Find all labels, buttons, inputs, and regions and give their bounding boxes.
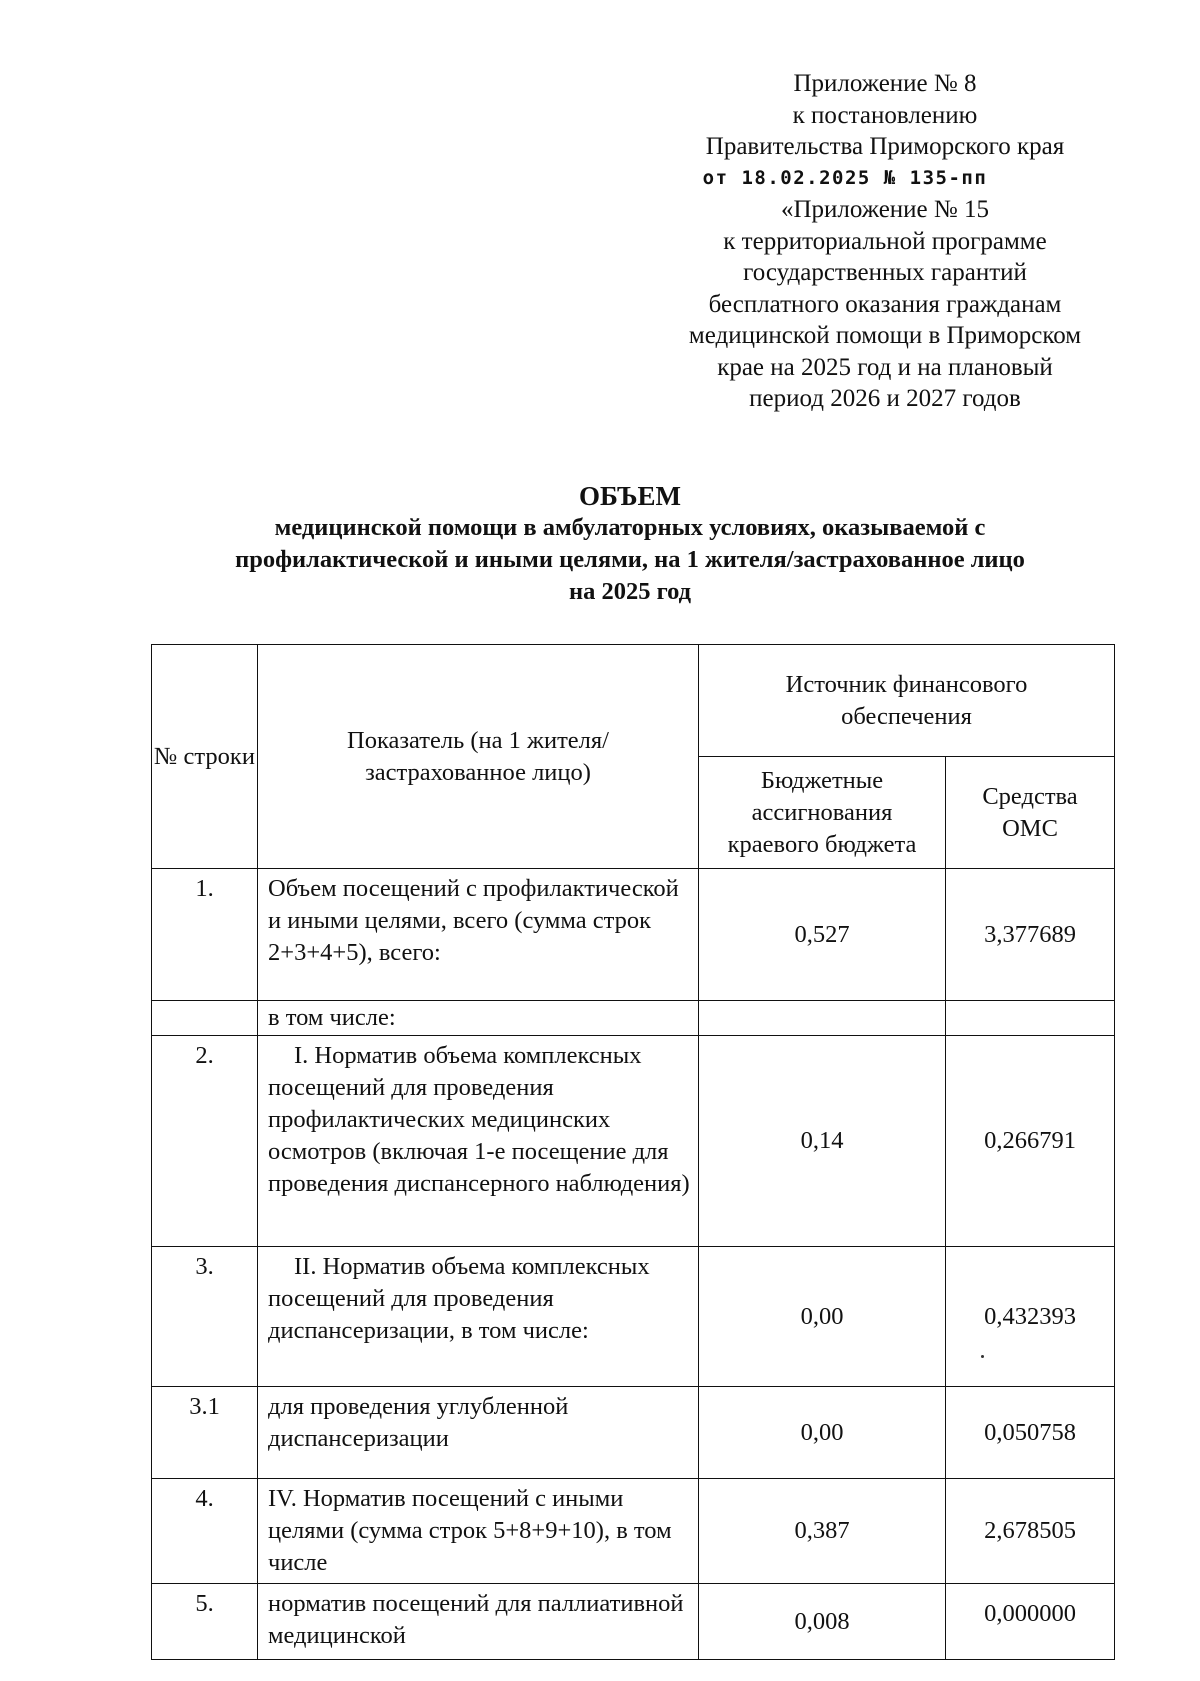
row-budget-value: 0,00 [699,1387,946,1479]
decree-stamp: от 18.02.2025 № 135-пп [702,166,988,189]
row-indicator: для проведения углубленной диспансеризации [258,1387,699,1479]
annex-line: к территориальной программе [723,227,1047,255]
row-number: 2. [152,1036,258,1247]
row-budget-value: 0,527 [699,869,946,1001]
row-number: 1. [152,869,258,1001]
header-row-number-text: № строки [154,742,255,770]
annex-line: Правительства Приморского края [705,133,1065,160]
row-oms-value: 0,266791 [946,1036,1115,1247]
row-number: 4. [152,1479,258,1584]
header-budget [699,757,946,869]
row-indicator: норматив посещений для паллиативной медицинской [258,1584,699,1660]
header-indicator-text: Показатель (на 1 жителя/застрахованное лицо) [347,726,609,786]
annex-line: крае на 2025 год и на плановый [717,353,1053,381]
row-oms-value: 3,377689 [946,869,1115,1001]
row-indicator: I. Норматив объема комплексных посещений для проведения профилактических медицинских осмотров (включая 1-е посещение для проведения диспансерного наблюдения) [258,1036,699,1247]
table-row [152,1479,1115,1584]
header-budget-text: Бюджетные ассигнования краевого бюджета [727,766,917,858]
annex-line: к постановлению [792,101,978,129]
header-indicator [258,645,699,869]
annex-line: период 2026 и 2027 годов [749,385,1021,412]
volume-table [151,644,1115,1660]
row-indicator: II. Норматив объема комплексных посещений для проведения диспансеризации, в том числе: [258,1247,699,1387]
table-row [152,1387,1115,1479]
header-funding-source-text: Источник финансового обеспечения [785,670,1028,730]
row-oms-value: 0,000000 [946,1584,1115,1660]
table-row [152,869,1115,1001]
row-indicator: IV. Норматив посещений с иными целями (сумма строк 5+8+9+10), в том числе [258,1479,699,1584]
header-row-number [152,645,258,869]
header-oms-text: Средства ОМС [982,782,1078,842]
row-number: 3. [152,1247,258,1387]
table-row [152,1001,1115,1036]
table-row [152,1247,1115,1387]
row-indicator: в том числе: [258,1001,699,1036]
annex-line: «Приложение № 15 [780,196,990,223]
row-budget-value: 0,14 [699,1036,946,1247]
title-main: ОБЪЕМ [579,481,681,511]
row-number [152,1001,258,1036]
annex-line: бесплатного оказания гражданам [708,290,1062,318]
annex-line: медицинской помощи в Приморском [688,322,1082,349]
row-oms-value [946,1001,1115,1036]
row-indicator: Объем посещений с профилактической и иными целями, всего (сумма строк 2+3+4+5), всего: [258,869,699,1001]
document-title [140,480,1120,608]
annex-line: государственных гарантий [743,259,1027,286]
row-oms-value: 0,432393 [946,1247,1115,1387]
row-number: 3.1 [152,1387,258,1479]
table-row [152,1036,1115,1247]
row-budget-value: 0,387 [699,1479,946,1584]
title-line: профилактической и иными целями, на 1 жителя/застрахованное лицо [235,546,1025,573]
header-oms [946,757,1115,869]
annex-block [640,68,1130,415]
row-number: 5. [152,1584,258,1660]
row-budget-value: 0,008 [699,1584,946,1660]
table-row [152,1584,1115,1660]
title-line: на 2025 год [568,578,692,605]
header-funding-source [699,645,1115,757]
title-line: медицинской помощи в амбулаторных условиях, оказываемой с [274,514,986,541]
row-budget-value [699,1001,946,1036]
row-budget-value: 0,00 [699,1247,946,1387]
row-oms-value: 2,678505 [946,1479,1115,1584]
annex-line: Приложение № 8 [793,70,977,97]
row-oms-value: 0,050758 [946,1387,1115,1479]
scan-speck [981,1355,984,1358]
